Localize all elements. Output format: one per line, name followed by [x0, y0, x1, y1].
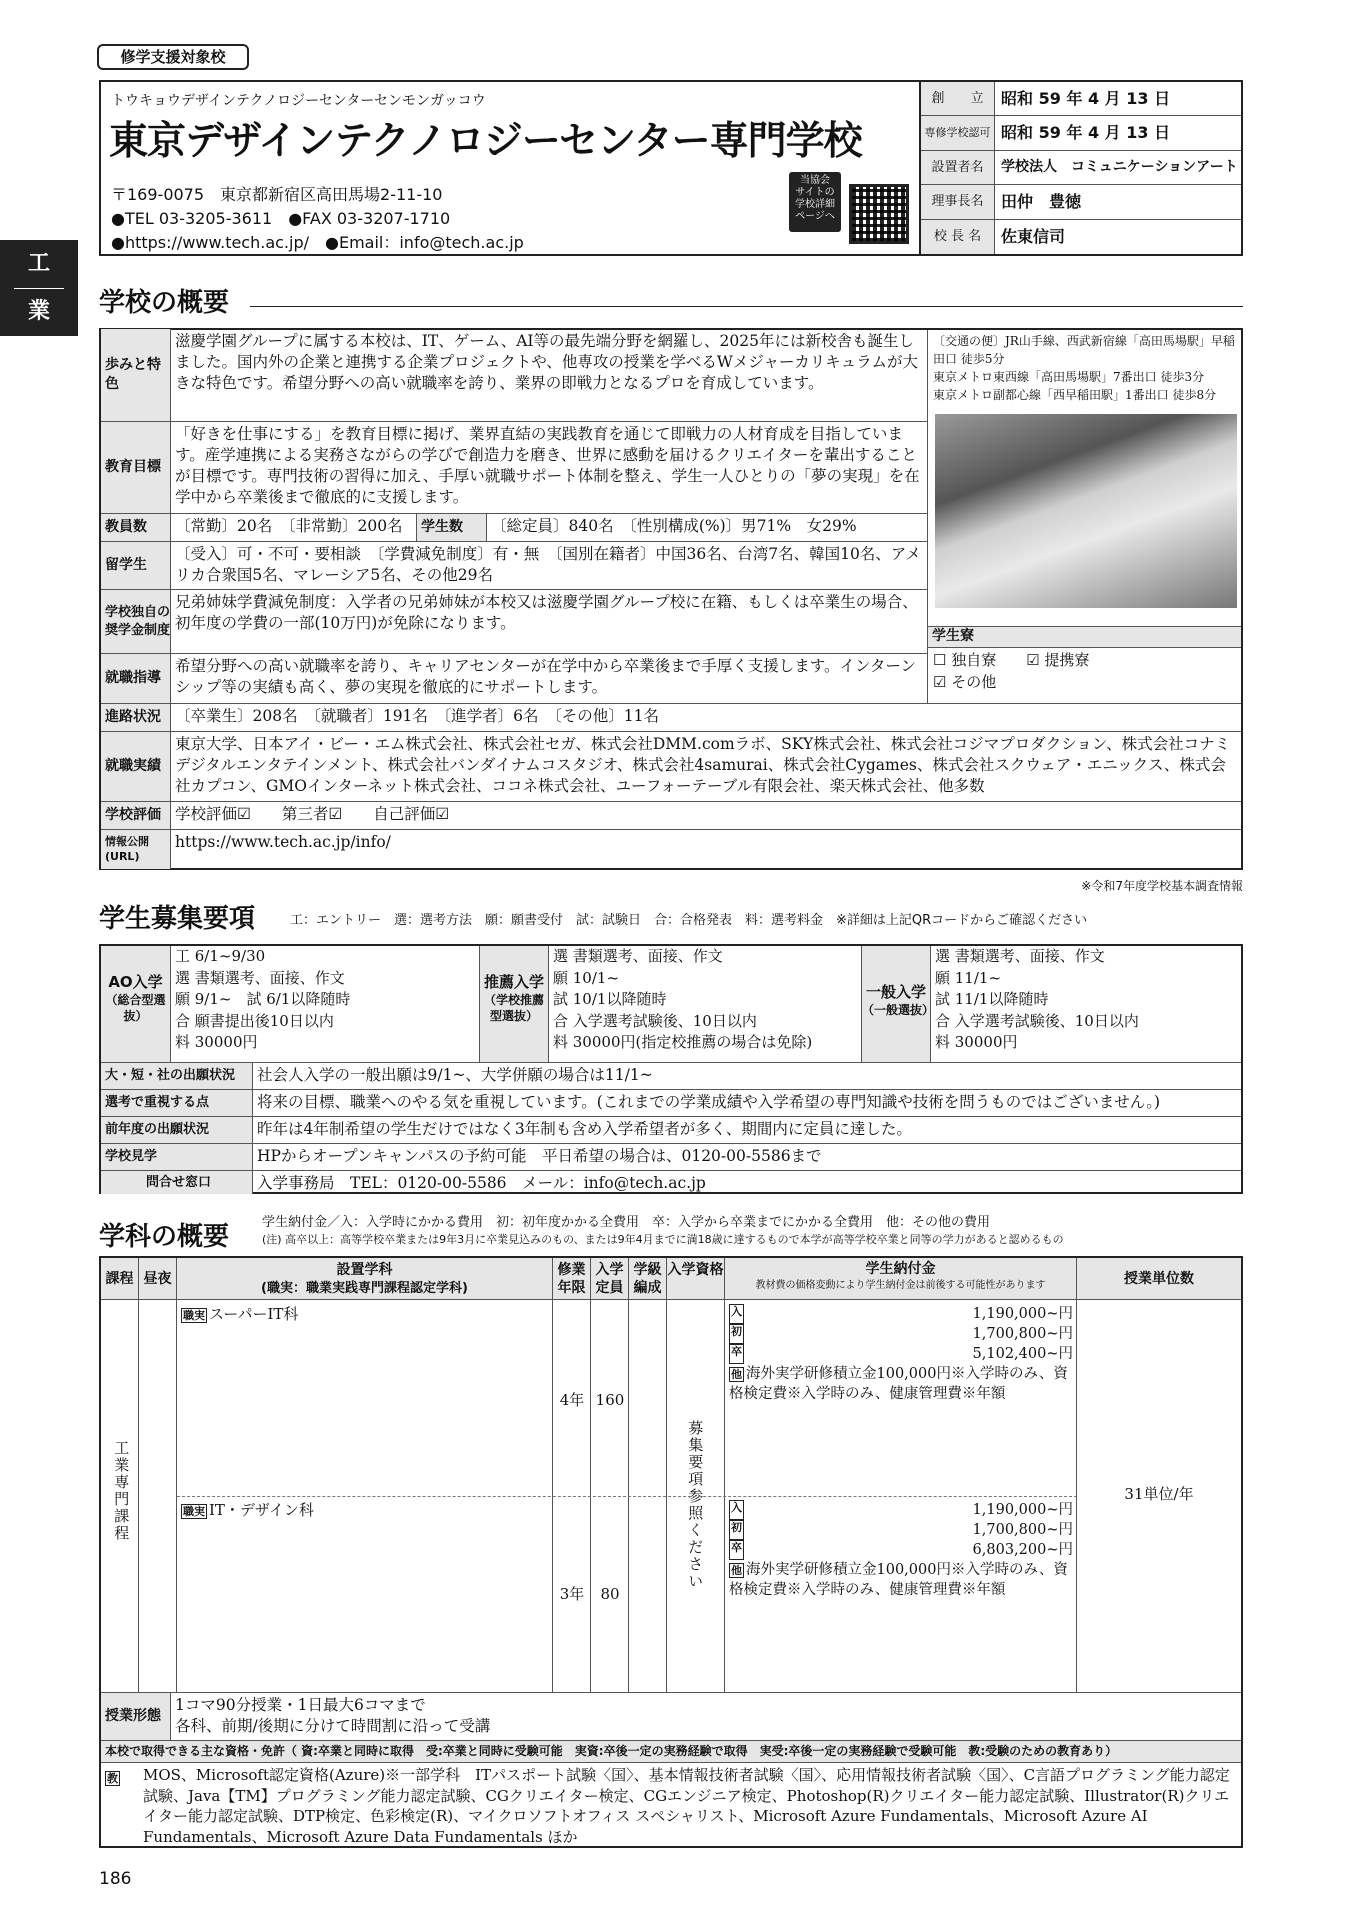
job-guidance-row: 就職指導 希望分野への高い就職率を誇り、キャリアセンターが在学中から卒業後まで手厚く支援します。インターンシップ等の実績も高く、夢の実現を徹底的にサポートします。 [101, 653, 927, 703]
ao-label-cell: AO入学 （総合型選抜） [101, 946, 171, 1062]
fees-2: 入 1,190,000~円 初 1,700,800~円 卒 6,803,200~円 他 海外実学研修積立金100,000円※入学時のみ、資格検定費※入学時のみ、健康管理費※年額 [729, 1501, 1073, 1598]
url-row: 情報公開(URL) https://www.tech.ac.jp/info/ [101, 829, 1241, 869]
cert-header: 本校で取得できる主な資格・免許（ 資:卒業と同時に取得 受:卒業と同時に受験可能 実資:卒後一定の実務経験で取得 実受:卒後一定の実務経験で受験可能 教:受験のための教育あり） [101, 1740, 1241, 1762]
dorm-label: 学生寮 [928, 626, 1241, 648]
info-row-founder: 設置者名 学校法人 コミュニケーションアート [921, 151, 1241, 185]
school-kana: トウキョウデザインテクノロジーセンターセンモンガッコウ [111, 93, 486, 109]
qr-code-icon[interactable] [849, 184, 909, 244]
evaluation-row: 学校評価 学校評価☑ 第三者☑ 自己評価☑ [101, 801, 1241, 829]
courses-header: 課程 昼夜 設置学科 (職実：職業実践専門課程認定学科) 修業年限 入学定員 学級編成 入学資格 学生納付金 教材費の価格変動により学生納付金は前後する可能性があります 授業単位数 [101, 1258, 1241, 1300]
history-row: 歩みと特色 滋慶学園グループに属する本校は、IT、ゲーム、AI等の最先端分野を網羅し、2025年には新校舎も誕生しました。国内外の企業と連携する企業プロジェクトや、他専攻の授業を学べるWメジャーカリキュラムが大きな特色です。希望分野への高い就職率を誇り、業界の即戦力となるプロを育成しています。 [101, 329, 927, 421]
fees-1: 入 1,190,000~円 初 1,700,800~円 卒 5,102,400~円 他 海外実学研修積立金100,000円※入学時のみ、資格検定費※入学時のみ、健康管理費※年額 [729, 1305, 1073, 1402]
capacity-1: 160 [595, 1391, 625, 1409]
courses-body [101, 1300, 1241, 1692]
contact-row: 問合せ窓口 入学事務局 TEL：0120-00-5586 メール：info@tech.ac.jp [101, 1170, 1241, 1194]
page-number: 186 [99, 1869, 132, 1889]
class-format-row: 授業形態 1コマ90分授業・1日最大6コマまで 各科、前期/後期に分けて時間割に沿って受講 [101, 1692, 1241, 1740]
recommend-label-cell: 推薦入学 （学校推薦型選抜） [479, 946, 549, 1062]
staff-row: 教員数 〔常勤〕20名 〔非常勤〕200名 学生数 〔総定員〕840名 〔性別構成(%)〕男71% 女29% [101, 513, 927, 541]
recruit-title: 学生募集要項 [99, 904, 256, 934]
path-row: 進路状況 〔卒業生〕208名 〔就職者〕191名 〔進学者〕6名 〔その他〕11名 [101, 703, 1241, 731]
info-row-founded: 創 立 昭和 59 年 4 月 13 日 [921, 82, 1241, 116]
dept-row-2: 職実 IT・デザイン科 [183, 1501, 314, 1519]
courses-table [99, 1256, 1243, 1848]
access-info: 〔交通の便〕JR山手線、西武新宿線「高田馬場駅」早稲田口 徒歩5分 東京メトロ東西線「高田馬場駅」7番出口 徒歩3分 東京メトロ副都心線「西早稲田駅」1番出口 徒歩8分 [933, 334, 1235, 402]
dorm-options-1: ☐ 独自寮 ☑ 提携寮 [933, 651, 1090, 669]
side-tab-char-2: 業 [27, 299, 50, 324]
general-details: 選 書類選考、面接、作文 願 11/1~ 試 11/1以降随時 合 入学選考試験後、10日以内 料 30000円 [935, 947, 1139, 1051]
dept-row-1: 職実 スーパーIT科 [183, 1305, 299, 1323]
intl-row: 留学生 〔受入〕可・不可・要相談 〔学費減免制度〕有・無 〔国別在籍者〕中国36名、台湾7名、韓国10名、アメリカ合衆国5名、マレーシア5名、その他29名 [101, 541, 927, 589]
qualification-note: (注) 高卒以上：高等学校卒業または9年3月に卒業見込みのもの、または9年4月までに満18歳に達するもので本学が高等学校卒業と同等の学力があると認めるもの [262, 1233, 1064, 1246]
recruit-table [99, 944, 1243, 1194]
support-tag: 修学支援対象校 [97, 44, 249, 70]
years-1: 4年 [559, 1391, 585, 1409]
years-2: 3年 [559, 1585, 585, 1603]
ao-details: 工 6/1~9/30 選 書類選考、面接、作文 願 9/1~ 試 6/1以降随時 合 願書提出後10日以内 料 30000円 [175, 947, 351, 1051]
overview-table [99, 328, 1243, 870]
school-info-table [919, 82, 1241, 254]
info-row-chairman: 理事長名 田仲 豊徳 [921, 185, 1241, 219]
units-text: 31単位/年 [1124, 1485, 1194, 1503]
recommend-details: 選 書類選考、面接、作文 願 10/1~ 試 10/1以降随時 合 入学選考試験後、10日以内 料 30000円(指定校推薦の場合は免除) [553, 947, 813, 1051]
overview-footnote: ※令和7年度学校基本調査情報 [1081, 879, 1243, 893]
capacity-2: 80 [600, 1585, 620, 1603]
info-row-principal: 校 長 名 佐東信司 [921, 220, 1241, 254]
side-tab-char-1: 工 [27, 251, 50, 276]
employment-record-row: 就職実績 東京大学、日本アイ・ビー・エム株式会社、株式会社セガ、株式会社DMM.comラボ、SKY株式会社、株式会社コジマプロダクション、株式会社コナミデジタルエンタテインメント、株式会社バンダイナムコスタジオ、株式会社4samurai、株式会社Cygames、株式会社スクウェア・エニックス、株式会社カプコン、GMOインターネット株式会社、ココネ株式会社、ユーフォーテーブル有限会社、楽天株式会社、他多数 [101, 731, 1241, 801]
visit-row: 学校見学 HPからオープンキャンパスの予約可能 平日希望の場合は、0120-00-5586まで [101, 1143, 1241, 1170]
qualification-text: 募集要項参照ください [686, 1420, 705, 1590]
dorm-options-2: ☑ その他 [933, 673, 997, 691]
goal-row: 教育目標 「好きを仕事にする」を教育目標に掲げ、業界直結の実践教育を通じて即戦力の人材育成を目指しています。産学連携による実務さながらの学びで創造力を磨き、世界に感動を届けるクリエイターを輩出することが目標です。専門技術の習得に加え、手厚い就職サポート体制を整え、学生一人ひとりの「夢の実現」を在学中から卒業後まで徹底的に支援します。 [101, 421, 927, 513]
school-web[interactable]: ●https://www.tech.ac.jp/ ●Email：info@tech.ac.jp [111, 233, 524, 252]
building-photo [935, 414, 1237, 608]
general-label-cell: 一般入学 （一般選抜） [861, 946, 931, 1062]
qr-label: 当協会 サイトの 学校詳細 ページへ [789, 172, 841, 232]
school-address: 〒169-0075 東京都新宿区高田馬場2-11-10 [111, 185, 443, 204]
school-tel: ●TEL 03-3205-3611 ●FAX 03-3207-1710 [111, 209, 451, 228]
previous-year-row: 前年度の出願状況 昨年は4年制希望の学生だけではなく3年制も含め入学希望者が多く、期間内に定員に達した。 [101, 1116, 1241, 1143]
course-type: 工業専門課程 [112, 1440, 131, 1542]
selection-point-row: 選考で重視する点 将来の目標、職業へのやる気を重視しています。(これまでの学業成績や入学希望の専門知識や技術を問うものではございません。) [101, 1089, 1241, 1116]
overview-title: 学校の概要 [99, 288, 230, 318]
courses-title: 学科の概要 [99, 1222, 230, 1252]
category-side-tab [0, 240, 78, 336]
status-row: 大・短・社の出願状況 社会人入学の一般出願は9/1~、大学併願の場合は11/1~ [101, 1062, 1241, 1089]
scholarship-row: 学校独自の奨学金制度 兄弟姉妹学費減免制度：入学者の兄弟姉妹が本校又は滋慶学園グループ校に在籍、もしくは卒業生の場合、初年度の学費の一部(10万円)が免除になります。 [101, 589, 927, 653]
fee-legend: 学生納付金／入：入学時にかかる費用 初：初年度かかる全費用 卒：入学から卒業までにかかる全費用 他：その他の費用 [262, 1215, 991, 1230]
recruit-legend: 工：エントリー 選：選考方法 願：願書受付 試：試験日 合：合格発表 料：選考料金 ※詳細は上記QRコードからご確認ください [290, 913, 1088, 928]
school-name: 東京デザインテクノロジーセンター専門学校 [109, 119, 862, 164]
cert-row: 教 MOS、Microsoft認定資格(Azure)※一部学科 ITパスポート試験〈国〉、基本情報技術者試験〈国〉、応用情報技術者試験〈国〉、C言語プログラミング能力認定試験、Java【TM】プログラミング能力認定試験、CGクリエイター検定、CGエンジニア検定、Photoshop(R)クリエイター能力認定試験、Illustrator(R)クリエイター能力認定試験、DTP検定、色彩検定(R)、マイクロソフトオフィス スペシャリスト、Microsoft Azure Fundamentals、Microsoft Azure AI Fundamentals、Microsoft Azure Data Fundamentals ほか [101, 1762, 1241, 1848]
school-header [99, 80, 1243, 256]
info-row-approved: 専修学校認可 昭和 59 年 4 月 13 日 [921, 116, 1241, 150]
